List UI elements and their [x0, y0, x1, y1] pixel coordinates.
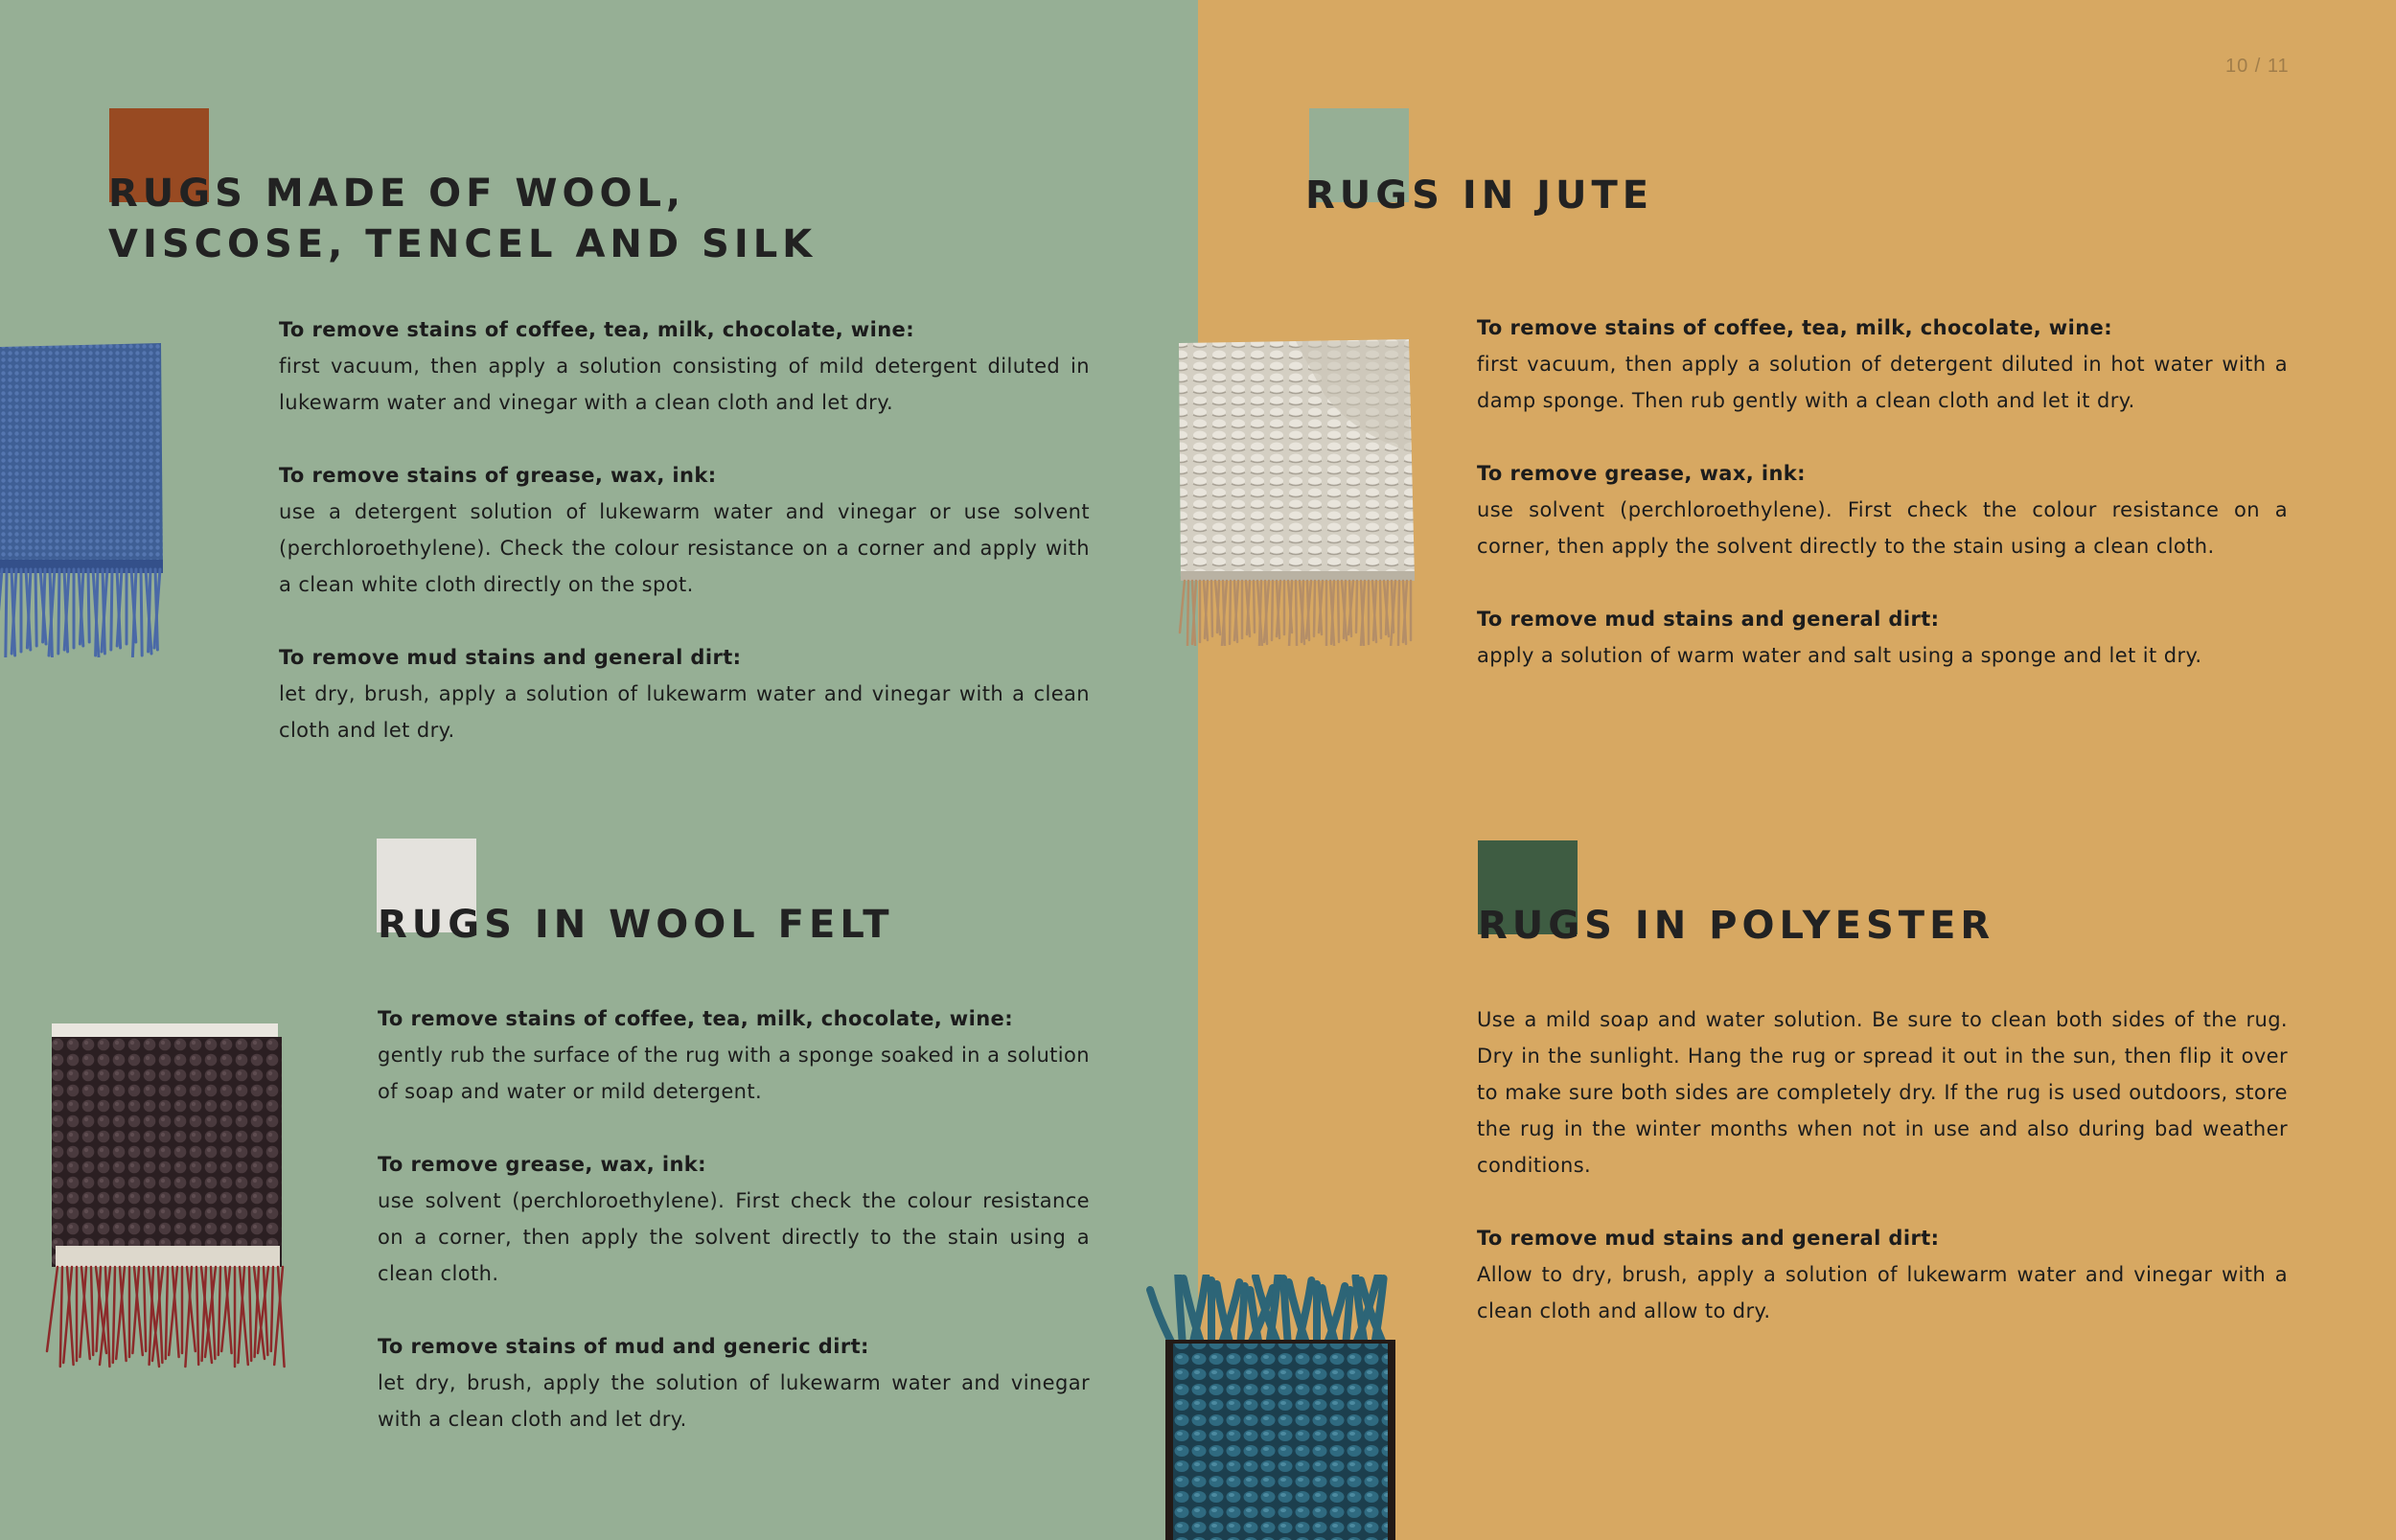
jute-rug-image — [1171, 337, 1420, 646]
felt-paragraph — [378, 1146, 1090, 1292]
fringe-strand — [1346, 1290, 1350, 1345]
fringe-strand — [1187, 581, 1188, 646]
polyester-paragraph-title: To remove mud stains and general dirt: — [1477, 1227, 1940, 1250]
polyester-paragraph — [1477, 1220, 2288, 1329]
wool-paragraph-title: To remove stains of coffee, tea, milk, chocolate, wine: — [279, 318, 914, 341]
felt-paragraph-title: To remove stains of mud and generic dirt: — [378, 1335, 869, 1358]
fringe-strand — [1338, 581, 1339, 642]
fringe-strand — [249, 1267, 251, 1361]
fringe-strand — [1380, 581, 1381, 638]
jute-paragraph — [1477, 601, 2288, 674]
felt-paragraph-body: gently rub the surface of the rug with a sponge soaked in a solution of soap and water or mild detergent. — [378, 1044, 1090, 1103]
felt-rug-image — [35, 1022, 303, 1374]
fringe-strand — [271, 1267, 273, 1351]
section-title-wool — [108, 169, 817, 270]
fringe-strand — [144, 1267, 146, 1351]
wool-text — [279, 311, 1090, 748]
jute-paragraph-body: use solvent (perchloroethylene). First check the colour resistance on a corner, then apply the solvent directly to the stain using a clean cloth. — [1477, 498, 2288, 558]
jute-paragraph-title: To remove mud stains and general dirt: — [1477, 608, 1940, 631]
fringe-strand — [0, 569, 2, 642]
felt-paragraph-title: To remove grease, wax, ink: — [378, 1153, 706, 1176]
fringe-strand — [1230, 581, 1231, 644]
felt-paragraph-title: To remove stains of coffee, tea, milk, chocolate, wine: — [378, 1007, 1013, 1030]
fringe-strand — [1150, 1290, 1173, 1345]
fringe-strand — [1314, 581, 1315, 636]
fringe-strand — [196, 1267, 198, 1365]
section-title-wool-line1: RUGS MADE OF WOOL, — [108, 172, 686, 216]
fringe-strand — [113, 1267, 115, 1363]
polyester-text — [1477, 1001, 2288, 1329]
polyester-rug-image — [1139, 1275, 1426, 1540]
jute-paragraph-title: To remove stains of coffee, tea, milk, chocolate, wine: — [1477, 316, 2112, 339]
jute-paragraph-body: first vacuum, then apply a solution of detergent diluted in hot water with a damp sponge. Then rub gently with a clean cloth and let it dry. — [1477, 353, 2288, 412]
fringe-strand — [1356, 581, 1357, 632]
fringe-strand — [60, 1267, 62, 1367]
fringe-strand — [91, 1267, 93, 1355]
jute-text — [1477, 310, 2288, 674]
fringe-strand — [1296, 581, 1297, 646]
wool-paragraph — [279, 639, 1090, 748]
fringe-strand — [1211, 581, 1212, 636]
fringe-strand — [141, 569, 142, 655]
polyester-intro — [1477, 1001, 2288, 1184]
page-number: 10 / 11 — [2225, 56, 2290, 77]
felt-paragraph — [378, 1000, 1090, 1110]
wool-paragraph-body: let dry, brush, apply a solution of lukewarm water and vinegar with a clean cloth and let dry. — [279, 682, 1090, 742]
fringe-strand — [1254, 581, 1255, 632]
section-title-polyester: RUGS IN POLYESTER — [1478, 904, 1995, 948]
wool-rug-image — [0, 343, 171, 657]
fringe-strand — [58, 569, 59, 654]
felt-paragraph-body: let dry, brush, apply the solution of lukewarm water and vinegar with a clean cloth and let dry. — [378, 1371, 1090, 1431]
fringe-strand — [1240, 1286, 1245, 1345]
fringe-strand — [1180, 581, 1185, 632]
wool-paragraph-body: use a detergent solution of lukewarm water and vinegar or use solvent (perchloroethylene). Check the colour resistance on a corner and apply with a clean white cloth directly on the spot. — [279, 500, 1090, 596]
fringe-strand — [1398, 581, 1399, 646]
jute-paragraph — [1477, 310, 2288, 419]
polyester-paragraph-body: Allow to dry, brush, apply a solution of lukewarm water and vinegar with a clean cloth and allow to dry. — [1477, 1263, 2288, 1322]
fringe-strand — [111, 569, 112, 650]
felt-text — [378, 1000, 1090, 1437]
section-title-wool-line2: VISCOSE, TENCEL AND SILK — [108, 222, 818, 266]
fringe-strand — [1272, 581, 1273, 640]
fringe-strand — [35, 569, 36, 646]
jute-paragraph-body: apply a solution of warm water and salt using a sponge and let it dry. — [1477, 644, 2202, 667]
section-title-jute: RUGS IN JUTE — [1305, 173, 1654, 218]
section-title-felt: RUGS IN WOOL FELT — [378, 903, 894, 947]
jute-paragraph — [1477, 455, 2288, 564]
felt-paragraph — [378, 1328, 1090, 1437]
fringe-strand — [88, 569, 89, 642]
wool-paragraph — [279, 457, 1090, 603]
fringe-strand — [166, 1267, 168, 1359]
felt-paragraph-body: use solvent (perchloroethylene). First check the colour resistance on a corner, then apply the solvent directly to the stain using a clean cloth. — [378, 1189, 1090, 1285]
fringe-strand — [219, 1267, 220, 1355]
wool-paragraph — [279, 311, 1090, 421]
fringe-strand — [6, 569, 7, 657]
fringe-strand — [47, 1267, 58, 1351]
jute-paragraph-title: To remove grease, wax, ink: — [1477, 462, 1806, 485]
wool-paragraph-title: To remove mud stains and general dirt: — [279, 646, 742, 669]
polyester-intro-body: Use a mild soap and water solution. Be sure to clean both sides of the rug. Dry in the sunlight. Hang the rug or spread it out in the sun, then flip it over to make sure both sides are completely dry. If the rug is used outdoors, store the rug in the winter months when not in use and also during bad weather conditions. — [1477, 1008, 2288, 1177]
wool-paragraph-title: To remove stains of grease, wax, ink: — [279, 464, 717, 487]
wool-paragraph-body: first vacuum, then apply a solution consisting of mild detergent diluted in lukewarm water and vinegar with a clean cloth and let dry. — [279, 355, 1090, 414]
